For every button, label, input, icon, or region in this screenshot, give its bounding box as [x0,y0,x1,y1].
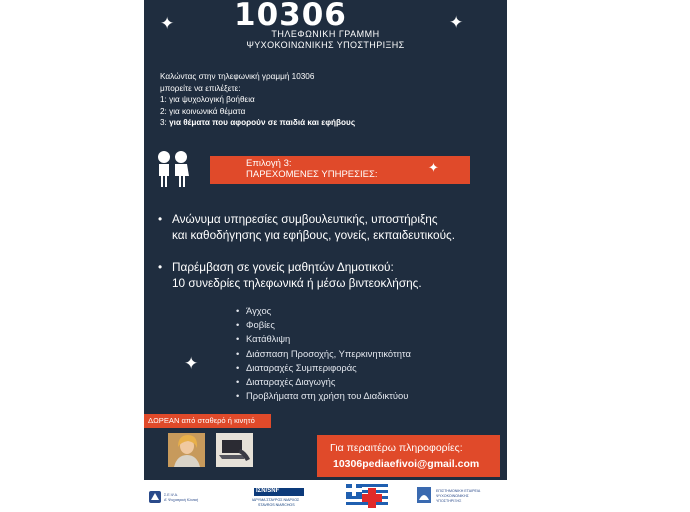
poster [144,0,507,512]
topic-item: • Διαταραχές Διαγωγής [242,375,411,389]
star-icon: ✦ [160,14,175,33]
society-logo-text: ΕΠΙΣΤΗΜΟΝΙΚΗ ΕΤΑΙΡΕΙΑ [436,489,481,493]
intro-option-3-prefix: 3: [160,118,170,128]
topics-list [242,304,411,403]
intro-option-1: 1: για ψυχολογική βοήθεια [160,95,255,105]
sepsa-logo-icon [148,490,162,509]
snf-logo-subtext: ΙΔΡΥΜΑ ΣΤΑΥΡΟΣ ΝΙΑΡΧΟΣ [252,498,300,502]
intro-option-3 [160,117,355,129]
bullet-icon: • [158,260,163,274]
service-item [158,260,455,291]
free-call-label: ΔΩΡΕΑΝ από σταθερό ή κινητό [148,416,255,425]
info-label: Για περαιτέρω πληροφορίες: [330,442,463,454]
children-icon [156,150,190,193]
intro-option-3-bold: για θέματα που αφορούν σε παιδιά και εφήβους [169,118,356,128]
topic-item: • Διάσπαση Προσοχής, Υπερκινητικότητα [242,347,411,361]
sepsa-logo-subtext: Α' Ψυχιατρική Κλινική [164,498,199,502]
service-item-line: Ανώνυμα υπηρεσίες συμβουλευτικής, υποστήριξης [172,212,438,226]
service-item [158,212,455,243]
topic-item: • Άγχος [242,304,411,318]
intro-option-2: 2: για κοινωνικά θέματα [160,106,246,116]
option-3-banner-text [246,158,377,180]
society-logo-text: ΨΥΧΟΚΟΙΝΩΝΙΚΗΣ [436,494,469,498]
star-icon: ✦ [184,354,199,373]
footer-logos [144,480,507,512]
topic-item: • Προβλήματα στη χρήση του Διαδικτύου [242,389,411,403]
intro-line: μπορείτε να επιλέξετε: [160,83,241,93]
society-logo-icon [416,486,432,509]
service-item-line: 10 συνεδρίες τηλεφωνικά ή μέσω βιντεοκλήσης. [172,275,422,290]
sepsa-logo-text: Σ.Ε.Ψ.Α. [164,493,179,497]
snf-logo-subtext: STAVROS NIARCHOS [258,503,295,507]
hotline-number: 10306 [234,0,347,33]
topic-item: • Φοβίες [242,318,411,332]
banner-line-2: ΠΑΡΕΧΟΜΕΝΕΣ ΥΠΗΡΕΣΙΕΣ: [246,169,378,180]
star-icon: ✦ [449,13,464,32]
info-email: 10306pediaefivoi@gmail.com [333,458,480,470]
intro-line: Καλώντας στην τηλεφωνική γραμμή 10306 [160,72,315,81]
photo-woman-phone [168,433,205,467]
photo-laptop [216,433,253,467]
service-item-line: και καθοδήγησης για εφήβους, γονείς, εκπαιδευτικούς. [172,227,456,242]
hotline-subtitle-1: ΤΗΛΕΦΩΝΙΚΗ ΓΡΑΜΜΗ [271,29,380,39]
bullet-icon: • [158,212,163,226]
banner-line-1: Επιλογή 3: [246,158,292,169]
services-list [158,212,455,291]
greek-health-ministry-logo-icon [346,484,388,512]
hotline-subtitle-2: ΨΥΧΟΚΟΙΝΩΝΙΚΗΣ ΥΠΟΣΤΗΡΙΞΗΣ [246,40,405,50]
topic-item: • Διαταραχές Συμπεριφοράς [242,361,411,375]
topic-item: • Κατάθλιψη [242,332,411,346]
service-item-line: Παρέμβαση σε γονείς μαθητών Δημοτικού: [172,260,394,274]
star-icon: ✦ [428,160,439,175]
society-logo-text: ΥΠΟΣΤΗΡΙΞΗΣ [436,499,462,503]
snf-logo-text: ΙΣΝ/SNF [256,488,280,494]
intro-text [160,71,355,129]
